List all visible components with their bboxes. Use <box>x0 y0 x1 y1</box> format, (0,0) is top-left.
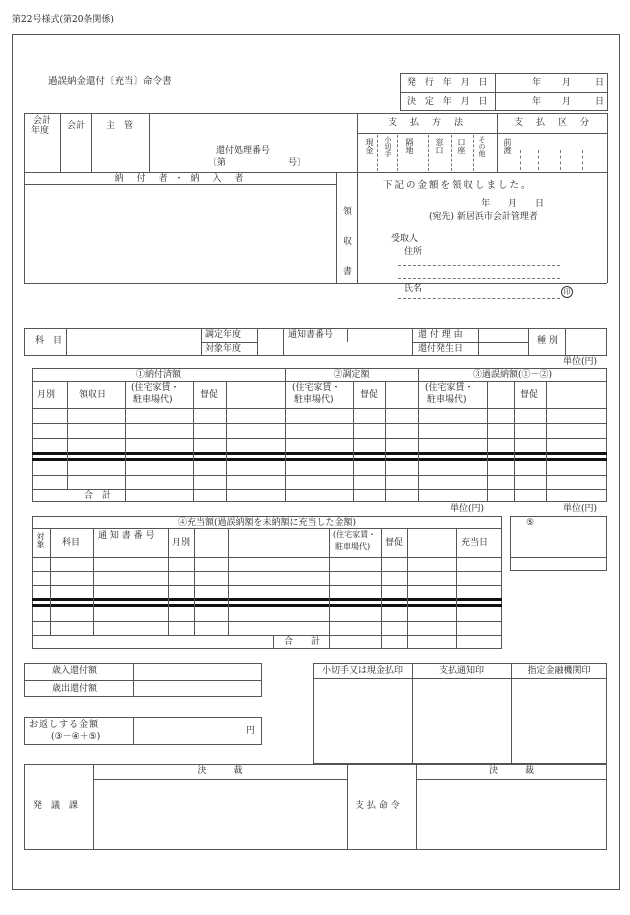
account-label: 会計 <box>67 121 86 131</box>
rev-refund-label: 歳入還付額 <box>52 666 98 676</box>
five-label: ⑤ <box>526 518 535 528</box>
rent-col-2: (住宅家賃・ <box>292 383 341 393</box>
refund-no-open: 〔第 <box>208 158 227 168</box>
issue-month: 月 <box>562 78 572 88</box>
method-account: 口座 <box>457 138 466 154</box>
return-amount-label: お返しする金額 <box>29 720 100 730</box>
applied-date-col: 充当日 <box>461 538 489 548</box>
urge-col-3: 督促 <box>520 390 539 400</box>
urge-col-2: 督促 <box>360 390 379 400</box>
box-five <box>510 516 607 571</box>
unit-label-3: 単位(円) <box>563 504 598 514</box>
name-label: 氏名 <box>404 284 423 294</box>
form-number: 第22号様式(第20条関係) <box>12 15 114 25</box>
decision-box <box>24 764 607 850</box>
urge-col-4: 督促 <box>385 538 404 548</box>
check-seal-label: 小切手又は現金払印 <box>321 666 403 676</box>
subject-item-label: 科 目 <box>35 336 63 346</box>
seal-mark: 印 <box>561 286 573 298</box>
adjusted-header: ②調定額 <box>333 370 370 380</box>
parking-col-1: 駐車場代) <box>133 395 173 405</box>
parking-col-3: 駐車場代) <box>427 395 467 405</box>
target-year-label: 対象年度 <box>205 344 242 354</box>
method-remote: 隔地 <box>405 138 414 154</box>
chief-label: 主 管 <box>106 121 134 131</box>
decide-date-label: 決 定 年 月 日 <box>407 97 491 107</box>
parking-col-4: 駐車場代) <box>335 542 371 551</box>
issue-date-label: 発 行 年 月 日 <box>407 78 491 88</box>
occur-date-label: 還付発生日 <box>418 344 464 354</box>
method-check: 小切手 <box>384 136 392 157</box>
exp-refund-label: 歳出還付額 <box>52 684 98 694</box>
pay-method-label: 支 払 方 法 <box>388 118 466 128</box>
method-cash: 現金 <box>365 138 374 154</box>
issue-day: 日 <box>595 78 605 88</box>
refund-reason-label: 還 付 理 由 <box>418 330 463 340</box>
decision-label: 決 裁 <box>197 766 243 776</box>
decision-label-2: 決 裁 <box>488 766 534 776</box>
kind-label: 種 別 <box>537 336 558 346</box>
applied-total-label: 合 計 <box>284 637 321 647</box>
recv-date-col: 領収日 <box>79 390 107 400</box>
method-other: その他 <box>478 136 486 157</box>
applied-header: ④充当額(過誤納額を未納額に充当した金額) <box>177 518 357 528</box>
rent-col-3: (住宅家賃・ <box>425 383 474 393</box>
address-label: 住所 <box>404 247 423 257</box>
paid-header: ①納付済額 <box>135 370 181 380</box>
prepay-label: 前渡 <box>503 138 512 154</box>
notice-no-label: 通知書番号 <box>288 330 334 340</box>
pay-order-label: 支 払 命 令 <box>355 801 400 811</box>
month-col-2: 月別 <box>172 538 191 548</box>
decide-day: 日 <box>595 97 605 107</box>
urge-col-1: 督促 <box>200 390 219 400</box>
paid-total-label: 合 計 <box>84 491 112 501</box>
form-title: 過誤納金還付〔充当〕命令書 <box>48 76 172 87</box>
receipt-to: (宛先) 新居浜市会計管理者 <box>429 212 538 222</box>
notice-seal-label: 支払通知印 <box>438 666 484 676</box>
receipt-label-2: 収 <box>343 237 353 247</box>
decide-year: 年 <box>532 97 542 107</box>
receipt-label-3: 書 <box>343 267 353 277</box>
fiscal-year-label2: 年度 <box>31 126 50 136</box>
refund-no-close: 号〕 <box>288 158 307 168</box>
receipt-date: 年 月 日 <box>481 199 545 209</box>
adj-year-label: 調定年度 <box>205 330 242 340</box>
bank-seal-label: 指定金融機関印 <box>527 666 591 676</box>
refund-no-label: 還付処理番号 <box>216 146 271 156</box>
formula-label: (③－④＋⑤) <box>51 732 101 742</box>
rent-col-4: (住宅家賃・ <box>333 530 377 539</box>
receipt-label-1: 領 <box>343 207 353 217</box>
issue-year: 年 <box>532 78 542 88</box>
target-col: 対象 <box>36 532 45 548</box>
item-col: 科目 <box>62 538 81 548</box>
payer-header: 納 付 者 ・ 納 入 者 <box>114 174 246 184</box>
pay-class-label: 支 払 区 分 <box>514 118 592 128</box>
unit-label-2: 単位(円) <box>450 504 485 514</box>
overpaid-header: ③過誤納額(①－②) <box>472 370 553 380</box>
unit-label-1: 単位(円) <box>563 357 598 367</box>
receipt-text: 下記の金額を領収しました。 <box>383 180 533 191</box>
dept-label: 発 議 課 <box>33 801 79 811</box>
receiver-label: 受取人 <box>391 234 419 244</box>
yen-label: 円 <box>246 726 256 736</box>
parking-col-2: 駐車場代) <box>294 395 334 405</box>
decide-month: 月 <box>562 97 572 107</box>
fiscal-year-label: 会計 <box>33 116 52 126</box>
rent-col-1: (住宅家賃・ <box>131 383 180 393</box>
method-window: 窓口 <box>435 138 444 154</box>
notice-col: 通 知 書 番 号 <box>98 531 155 541</box>
month-col: 月別 <box>37 390 56 400</box>
